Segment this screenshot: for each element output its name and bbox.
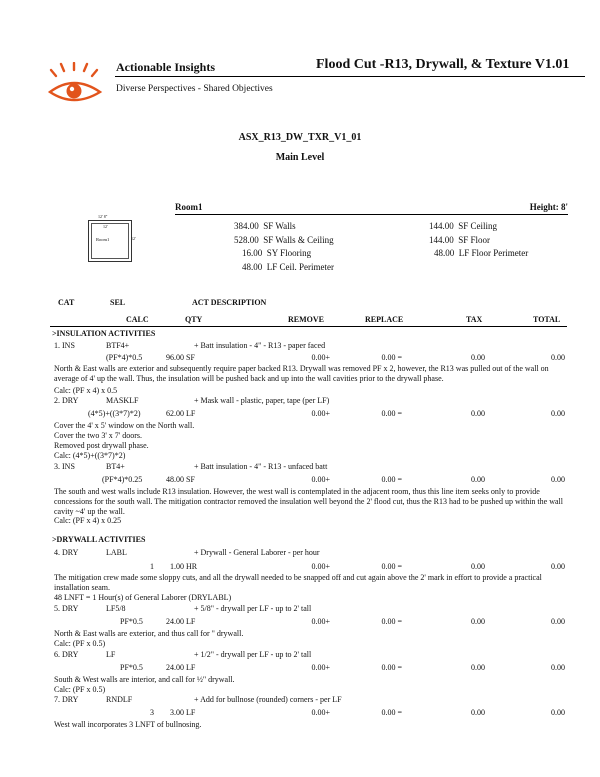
item-number: 2. DRY [54, 396, 79, 405]
item-note: 48 LNFT = 1 Hour(s) of General Laborer (DRYLABL) [54, 593, 232, 602]
item-tax: 0.00 [471, 409, 485, 418]
item-calc: 1 [150, 562, 154, 571]
item-note-calc: Calc: (PF x 4) x 0.25 [54, 516, 122, 525]
col-act-desc: ACT DESCRIPTION [192, 298, 267, 307]
company-name: Actionable Insights [116, 60, 216, 74]
item-description: + Add for bullnose (rounded) corners - per LF [194, 695, 342, 704]
item-description: + 5/8" - drywall per LF - up to 2' tall [194, 604, 312, 613]
item-note: North & East walls are exterior and subsequently require paper backed R13. Drywall was removed PF x 2, however, the R13 was pulled out of the wall on average of 4' up the wall. Thus, the insulation will be pushed back and up into the wall cavities prior to the drywall phase. [54, 364, 549, 383]
item-tax: 0.00 [471, 663, 485, 672]
item-qty: 24.00 LF [166, 663, 196, 672]
item-calc: 3 [150, 708, 154, 717]
item-remove: 0.00+ [311, 353, 330, 362]
item-note: The south and west walls include R13 insulation. However, the west wall is contemplated in the adjacent room, thus this line item seeks only to provide concessions for the south wall. The mitigation contractor removed the insulation well beyond the 2' flood cut, thus the R13 had to be pushed up within the wall cavity ~4' up the wall. [54, 487, 563, 516]
item-number: 4. DRY [54, 548, 79, 557]
item-total: 0.00 [551, 617, 565, 626]
item-number: 1. INS [54, 341, 75, 350]
item-replace: 0.00 = [381, 663, 402, 672]
item-qty: 96.00 SF [166, 353, 195, 362]
col-replace: REPLACE [365, 315, 404, 324]
header-rule [115, 76, 585, 77]
item-selector: LF [106, 650, 116, 659]
item-qty: 48.00 SF [166, 475, 195, 484]
col-qty: QTY [185, 315, 203, 324]
item-qty: 3.00 LF [170, 708, 196, 717]
item-selector: LABL [106, 548, 127, 557]
item-calc: (PF*4)*0.25 [102, 475, 143, 484]
item-note: West wall incorporates 3 LNFT of bullnosing. [54, 720, 202, 729]
item-note-calc: Calc: (PF x 0.5) [54, 639, 106, 648]
item-total: 0.00 [551, 663, 565, 672]
column-header-rule [50, 326, 567, 327]
diagram-dim-top: 12' 8" [98, 214, 108, 219]
diagram-dim-top-inner: 12' [103, 224, 108, 229]
company-logo [44, 62, 106, 108]
estimate-level: Main Level [275, 152, 325, 163]
item-calc: PF*0.5 [120, 663, 143, 672]
item-total: 0.00 [551, 353, 565, 362]
item-selector: LF5/8 [106, 604, 126, 613]
estimate-code: ASX_R13_DW_TXR_V1_01 [238, 132, 362, 143]
item-number: 3. INS [54, 462, 75, 471]
item-description: + Drywall - General Laborer - per hour [194, 548, 320, 557]
document-title: Flood Cut -R13, Drywall, & Texture V1.01 [316, 57, 570, 72]
stat-floor: 144.00 SF Floor [429, 234, 491, 245]
diagram-dim-side: 12' [131, 236, 136, 241]
item-note-calc: Calc: (PF x 4) x 0.5 [54, 386, 118, 395]
item-replace: 0.00 = [381, 562, 402, 571]
item-replace: 0.00 = [381, 475, 402, 484]
section-title-drywall: >DRYWALL ACTIVITIES [52, 535, 146, 544]
item-remove: 0.00+ [311, 409, 330, 418]
item-note-calc: Calc: (PF x 0.5) [54, 685, 106, 694]
stat-floor-perimeter: 48.00 LF Floor Perimeter [434, 248, 529, 258]
item-replace: 0.00 = [381, 353, 402, 362]
stat-ceil-perimeter: 48.00 LF Ceil. Perimeter [242, 261, 334, 272]
room-height: Height: 8' [529, 202, 568, 212]
col-calc: CALC [126, 315, 149, 324]
item-qty: 1.00 HR [170, 562, 198, 571]
item-description: + Batt insulation - 4" - R13 - unfaced batt [194, 462, 328, 471]
item-remove: 0.00+ [311, 708, 330, 717]
item-tax: 0.00 [471, 353, 485, 362]
room-rule [175, 214, 568, 215]
item-tax: 0.00 [471, 475, 485, 484]
room-stats-left [210, 221, 370, 275]
section-title-insulation: >INSULATION ACTIVITIES [52, 329, 156, 338]
stat-flooring: 16.00 SY Flooring [242, 248, 312, 258]
item-selector: BT4+ [106, 462, 125, 471]
col-total: TOTAL [533, 315, 561, 324]
item-description: + Batt insulation - 4" - R13 - paper faced [194, 341, 326, 350]
diagram-room-label: Room1 [96, 237, 110, 242]
eye-logo-icon [44, 62, 106, 108]
col-cat: CAT [58, 298, 75, 307]
item-qty: 62.00 LF [166, 409, 196, 418]
item-description: + 1/2" - drywall per LF - up to 2' tall [194, 650, 312, 659]
item-number: 7. DRY [54, 695, 79, 704]
item-total: 0.00 [551, 475, 565, 484]
item-replace: 0.00 = [381, 409, 402, 418]
item-selector: MASKLF [106, 396, 139, 405]
company-tagline: Diverse Perspectives - Shared Objectives [116, 84, 273, 94]
item-note: Removed post drywall phase. [54, 441, 149, 450]
room-name: Room1 [175, 202, 203, 212]
stat-walls-ceiling: 528.00 SF Walls & Ceiling [234, 234, 334, 245]
item-calc: (4*5)+((3*7)*2) [88, 409, 141, 418]
col-remove: REMOVE [288, 315, 324, 324]
stat-ceiling: 144.00 SF Ceiling [429, 221, 498, 231]
item-tax: 0.00 [471, 562, 485, 571]
item-remove: 0.00+ [311, 562, 330, 571]
item-remove: 0.00+ [311, 617, 330, 626]
item-total: 0.00 [551, 708, 565, 717]
item-calc: (PF*4)*0.5 [106, 353, 143, 362]
item-tax: 0.00 [471, 708, 485, 717]
item-calc: PF*0.5 [120, 617, 143, 626]
item-note: North & East walls are exterior, and thus call for " drywall. [54, 629, 244, 638]
item-number: 5. DRY [54, 604, 79, 613]
item-replace: 0.00 = [381, 617, 402, 626]
item-remove: 0.00+ [311, 663, 330, 672]
item-selector: RNDLF [106, 695, 133, 704]
col-sel: SEL [110, 298, 126, 307]
item-note: Cover the two 3' x 7' doors. [54, 431, 142, 440]
item-tax: 0.00 [471, 617, 485, 626]
item-note: Cover the 4' x 5' window on the North wall. [54, 421, 195, 430]
col-tax: TAX [466, 315, 483, 324]
item-total: 0.00 [551, 562, 565, 571]
item-total: 0.00 [551, 409, 565, 418]
room-diagram [86, 216, 136, 266]
item-note-calc: Calc: (4*5)+((3*7)*2) [54, 451, 126, 460]
stat-walls: 384.00 SF Walls [234, 221, 296, 231]
item-note: South & West walls are interior, and call for ½" drywall. [54, 675, 235, 684]
item-replace: 0.00 = [381, 708, 402, 717]
item-selector: BTF4+ [106, 341, 130, 350]
item-description: + Mask wall - plastic, paper, tape (per LF) [194, 396, 330, 405]
room-stats-right [424, 221, 574, 262]
item-note: The mitigation crew made some sloppy cuts, and all the drywall needed to be snapped off and cut again above the 2' mark in effort to provide a practical installation seam. [54, 573, 542, 592]
item-number: 6. DRY [54, 650, 79, 659]
item-qty: 24.00 LF [166, 617, 196, 626]
item-remove: 0.00+ [311, 475, 330, 484]
